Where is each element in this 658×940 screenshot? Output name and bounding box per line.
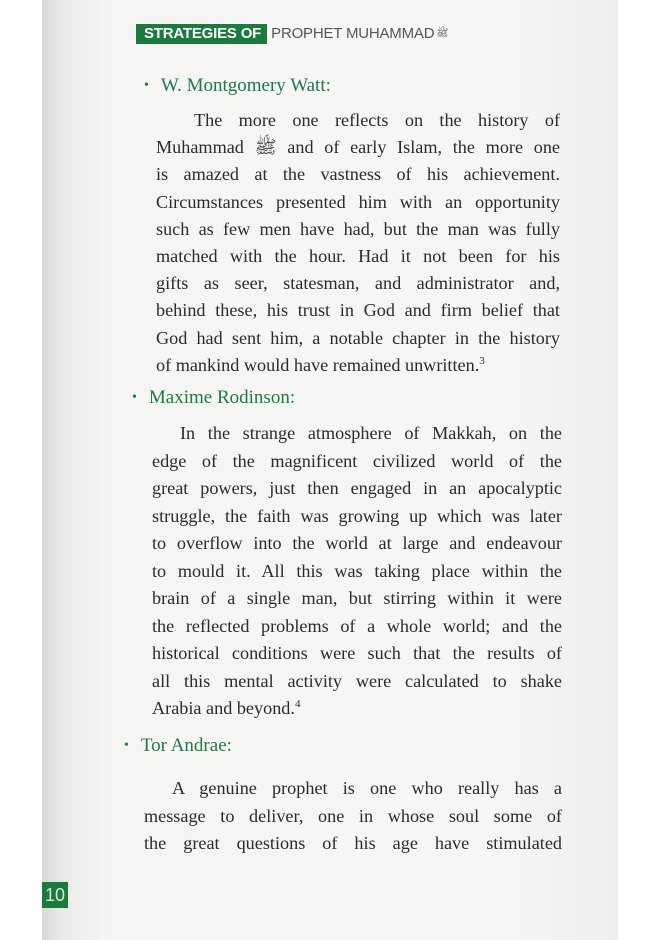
quote-line: brain of a single man, but stirring within it were [152, 588, 562, 608]
quote-line: matched with the hour. Had it not been for his [156, 246, 560, 267]
footnote-ref: 3 [479, 354, 485, 367]
quote-line: the reflected problems of a whole world; and the [152, 615, 562, 636]
quote-line: edge of the magnificent civilized world of the [152, 450, 562, 471]
running-header [136, 24, 448, 44]
quote-line: gifts as seer, statesman, and administrator and, [156, 273, 560, 294]
quote-line-last [156, 352, 560, 379]
quote-line: great powers, just then engaged in an apocalyptic [152, 478, 562, 498]
footnote-ref: 4 [294, 697, 301, 710]
page-number: 10 [42, 882, 68, 908]
quote-line: message to deliver, one in whose soul some of [144, 805, 562, 826]
quote-line: to mould it. All this was taking place within the [152, 560, 562, 581]
quote-rodinson [152, 420, 562, 723]
section-heading-text: Maxime Rodinson: [148, 387, 296, 408]
section-heading-text: Tor Andrae: [140, 735, 232, 756]
quote-andrae [144, 775, 562, 858]
bullet-icon: • [124, 738, 129, 753]
bullet-icon: • [144, 78, 149, 93]
honorific-glyph: ﷺ [436, 28, 449, 39]
quote-line: is amazed at the vastness of his achievement. [156, 164, 560, 185]
quote-line: The more one reflects on the history of [194, 110, 560, 130]
quote-line-last [152, 695, 562, 723]
header-title-light: PROPHET MUHAMMAD [271, 25, 435, 42]
quote-watt [156, 107, 560, 379]
section-heading-watt [144, 75, 331, 97]
quote-line: all this mental activity were calculated to shake [152, 670, 562, 691]
quote-line: Muhammad ﷺ and of early Islam, the more one [156, 137, 560, 158]
section-heading-andrae [124, 735, 232, 757]
header-title-strong: STRATEGIES OF [136, 24, 267, 44]
bullet-icon: • [132, 390, 137, 405]
quote-line-text: Arabia and beyond. [152, 698, 295, 718]
quote-line: In the strange atmosphere of Makkah, on the [180, 423, 562, 443]
quote-line-text: of mankind would have remained unwritten. [156, 354, 480, 375]
section-heading-text: W. Montgomery Watt: [160, 75, 331, 96]
quote-line: A genuine prophet is one who really has a [172, 778, 562, 798]
quote-line: Circumstances presented him with an opportunity [156, 191, 560, 212]
quote-line: the great questions of his age have stimulated [144, 833, 562, 853]
section-heading-rodinson [132, 387, 295, 409]
quote-line: God had sent him, a notable chapter in the history [156, 327, 560, 348]
quote-line: behind these, his trust in God and firm belief that [156, 300, 560, 321]
quote-line: such as few men have had, but the man was fully [156, 218, 560, 239]
book-page [42, 0, 618, 940]
quote-line: to overflow into the world at large and endeavour [152, 533, 562, 553]
quote-line: struggle, the faith was growing up which was later [152, 505, 562, 526]
quote-line: historical conditions were such that the results of [152, 643, 562, 663]
